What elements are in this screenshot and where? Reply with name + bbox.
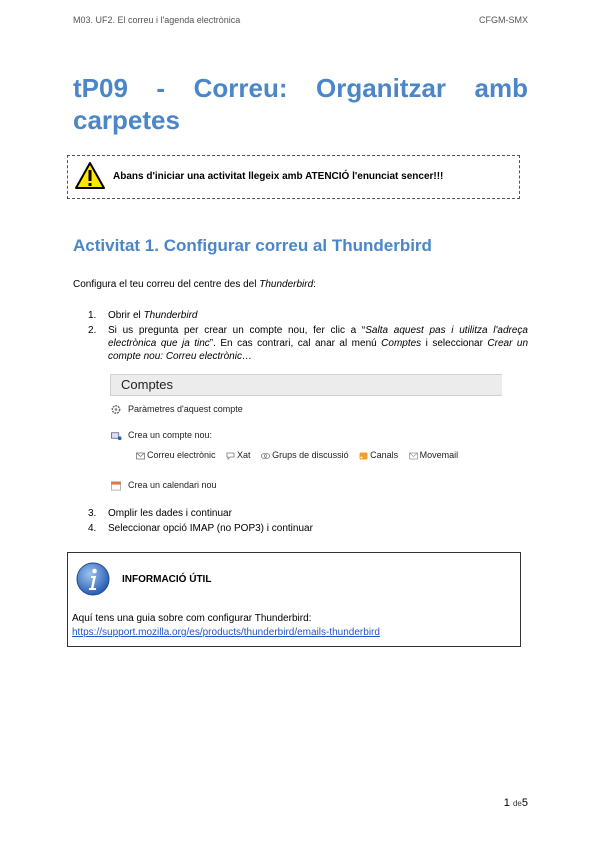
step-2: 2. Si us pregunta per crear un compte nou, fer clic a “Salta aquest pas i utilitza l'adreça electrònica que ja tinc”. En cas contrari, cal anar al menú Comptes i seleccionar Crear un compte nou: Correu electrònic…: [88, 325, 529, 362]
header-right: CFGM-SMX: [479, 15, 528, 25]
option-email[interactable]: Correu electrònic: [136, 450, 216, 460]
step-3: 3. Omplir les dades i continuar: [88, 508, 232, 519]
warning-text: Abans d'iniciar una activitat llegeix amb ATENCIÓ l'enunciat sencer!!!: [113, 171, 444, 182]
new-account-icon: [110, 430, 122, 441]
step-4: 4. Seleccionar opció IMAP (no POP3) i continuar: [88, 523, 313, 534]
option-movemail[interactable]: Movemail: [409, 450, 459, 460]
gear-icon: [110, 404, 122, 415]
feeds-icon: [359, 452, 368, 460]
activity-heading: Activitat 1. Configurar correu al Thunderbird: [73, 236, 432, 255]
info-title: INFORMACIÓ ÚTIL: [122, 574, 212, 585]
account-settings-row[interactable]: Paràmetres d'aquest compte: [110, 404, 243, 415]
info-icon: [75, 561, 111, 597]
thunderbird-guide-link[interactable]: https://support.mozilla.org/es/products/thunderbird/emails-thunderbird: [72, 627, 380, 638]
steps-list-top: [88, 309, 528, 363]
chat-icon: [226, 452, 235, 460]
new-account-options: [136, 450, 466, 460]
newsgroups-icon: [261, 452, 270, 460]
steps-list-bottom: [88, 507, 528, 535]
step-1: 1. Obrir el Thunderbird: [88, 310, 198, 321]
movemail-icon: [409, 452, 418, 460]
calendar-icon: [110, 480, 122, 491]
warning-icon: [74, 161, 106, 191]
page-number: 1 de5: [503, 797, 528, 809]
option-feeds[interactable]: Canals: [359, 450, 398, 460]
intro-app: Thunderbird: [259, 279, 314, 290]
info-line: Aquí tens una guia sobre com configurar Thunderbird:: [72, 613, 312, 624]
page-title: tP09 - Correu: Organitzar amb carpetes: [73, 73, 528, 135]
option-newsgroups[interactable]: Grups de discussió: [261, 450, 349, 460]
email-icon: [136, 452, 145, 460]
intro-text: Configura el teu correu del centre des del Thunderbird:: [73, 279, 316, 290]
warning-box: [67, 155, 520, 199]
header-left: M03. UF2. El correu i l'agenda electrònica: [73, 15, 241, 25]
new-account-row: Crea un compte nou:: [110, 430, 212, 441]
new-calendar-row[interactable]: Crea un calendari nou: [110, 480, 217, 491]
accounts-heading: Comptes: [110, 374, 502, 396]
thunderbird-accounts-panel: [110, 374, 502, 500]
info-box: [67, 552, 521, 647]
option-chat[interactable]: Xat: [226, 450, 251, 460]
